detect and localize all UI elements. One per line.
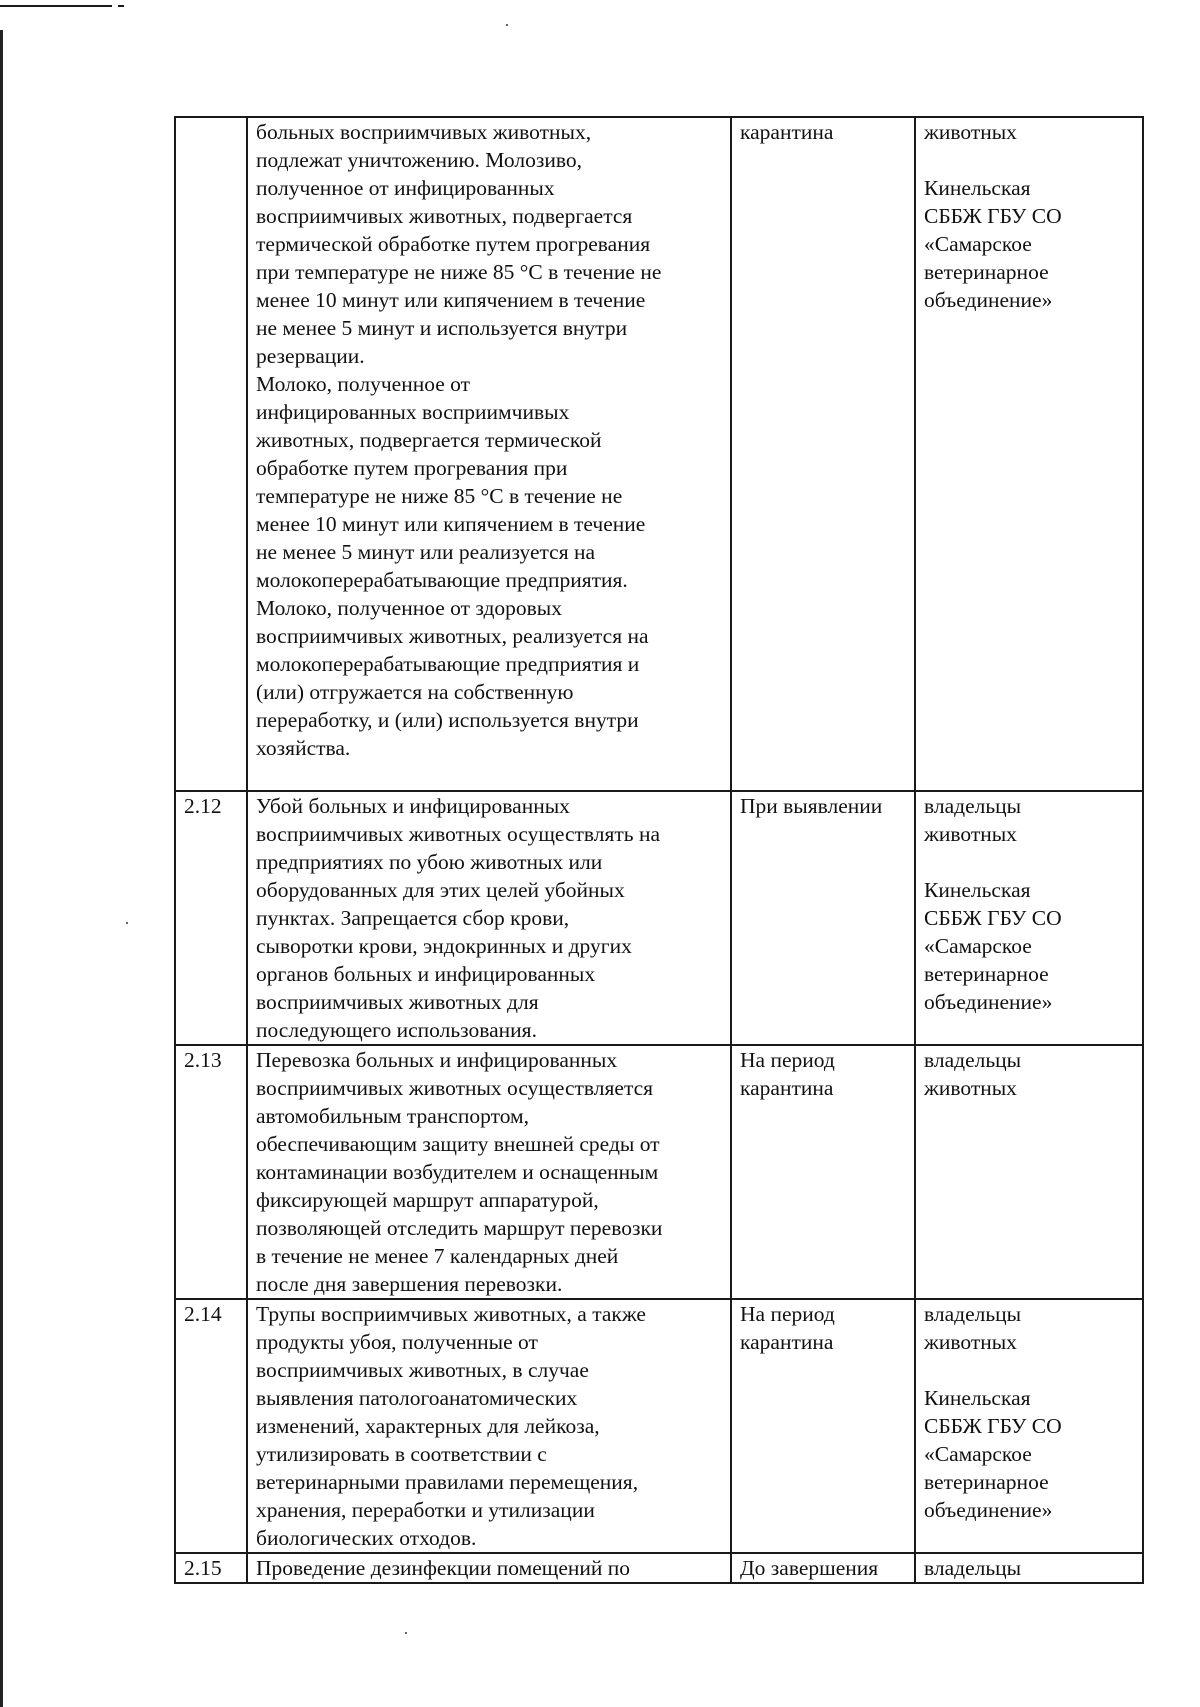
table-row (175, 1299, 1143, 1553)
scan-speck (126, 922, 128, 924)
measure-text: Проведение дезинфекции помещений по (247, 1553, 731, 1583)
measure-text: больных восприимчивых животных, подлежат уничтожению. Молозиво, полученное от инфицированных восприимчивых животных, подвергается термической обработке путем прогревания при температуре не ниже 85 °С в течение не менее 10 минут или кипячением в течение не менее 5 минут и используется внутри резервации. Молоко, полученное от инфицированных восприимчивых животных, подвергается термической обработке путем прогревания при температуре не ниже 85 °С в течение не менее 10 минут или кипячением в течение не менее 5 минут или реализуется на молокоперерабатывающие предприятия. Молоко, полученное от здоровых восприимчивых животных, реализуется на молокоперерабатывающие предприятия и (или) отгружается на собственную переработку, и (или) используется внутри хозяйства. (247, 117, 731, 791)
table-row (175, 117, 1143, 791)
measures-table (174, 116, 1144, 1584)
measure-text: Перевозка больных и инфицированных восприимчивых животных осуществляется автомобильным транспортом, обеспечивающим защиту внешней среды от контаминации возбудителем и оснащенным фиксирующей маршрут аппаратурой, позволяющей отследить маршрут перевозки в течение не менее 7 календарных дней после дня завершения перевозки. (247, 1045, 731, 1299)
measure-responsible: владельцы (915, 1553, 1143, 1583)
measure-text: Убой больных и инфицированных восприимчивых животных осуществлять на предприятиях по убою животных или оборудованных для этих целей убойных пунктах. Запрещается сбор крови, сыворотки крови, эндокринных и других органов больных и инфицированных восприимчивых животных для последующего использования. (247, 791, 731, 1045)
scan-artifact-line (0, 5, 112, 7)
measure-responsible: владельцы животных Кинельская СББЖ ГБУ СО «Самарское ветеринарное объединение» (915, 1299, 1143, 1553)
row-number (175, 117, 247, 791)
measure-text: Трупы восприимчивых животных, а также продукты убоя, полученные от восприимчивых животных, в случае выявления патологоанатомических изменений, характерных для лейкоза, утилизировать в соответствии с ветеринарными правилами перемещения, хранения, переработки и утилизации биологических отходов. (247, 1299, 731, 1553)
table-row (175, 1045, 1143, 1299)
row-number: 2.13 (175, 1045, 247, 1299)
row-number: 2.12 (175, 791, 247, 1045)
table-row (175, 1553, 1143, 1583)
table-row (175, 791, 1143, 1045)
scan-artifact-dash (118, 5, 124, 7)
row-number: 2.15 (175, 1553, 247, 1583)
scan-speck (405, 1632, 407, 1634)
measure-term: До завершения (731, 1553, 915, 1583)
measure-term: На период карантина (731, 1299, 915, 1553)
measure-responsible: животных Кинельская СББЖ ГБУ СО «Самарское ветеринарное объединение» (915, 117, 1143, 791)
scan-edge-shadow (0, 30, 3, 1707)
measure-responsible: владельцы животных Кинельская СББЖ ГБУ СО «Самарское ветеринарное объединение» (915, 791, 1143, 1045)
row-number: 2.14 (175, 1299, 247, 1553)
measure-responsible: владельцы животных (915, 1045, 1143, 1299)
measure-term: На период карантина (731, 1045, 915, 1299)
measure-term: При выявлении (731, 791, 915, 1045)
measure-term: карантина (731, 117, 915, 791)
scan-speck (506, 24, 508, 26)
